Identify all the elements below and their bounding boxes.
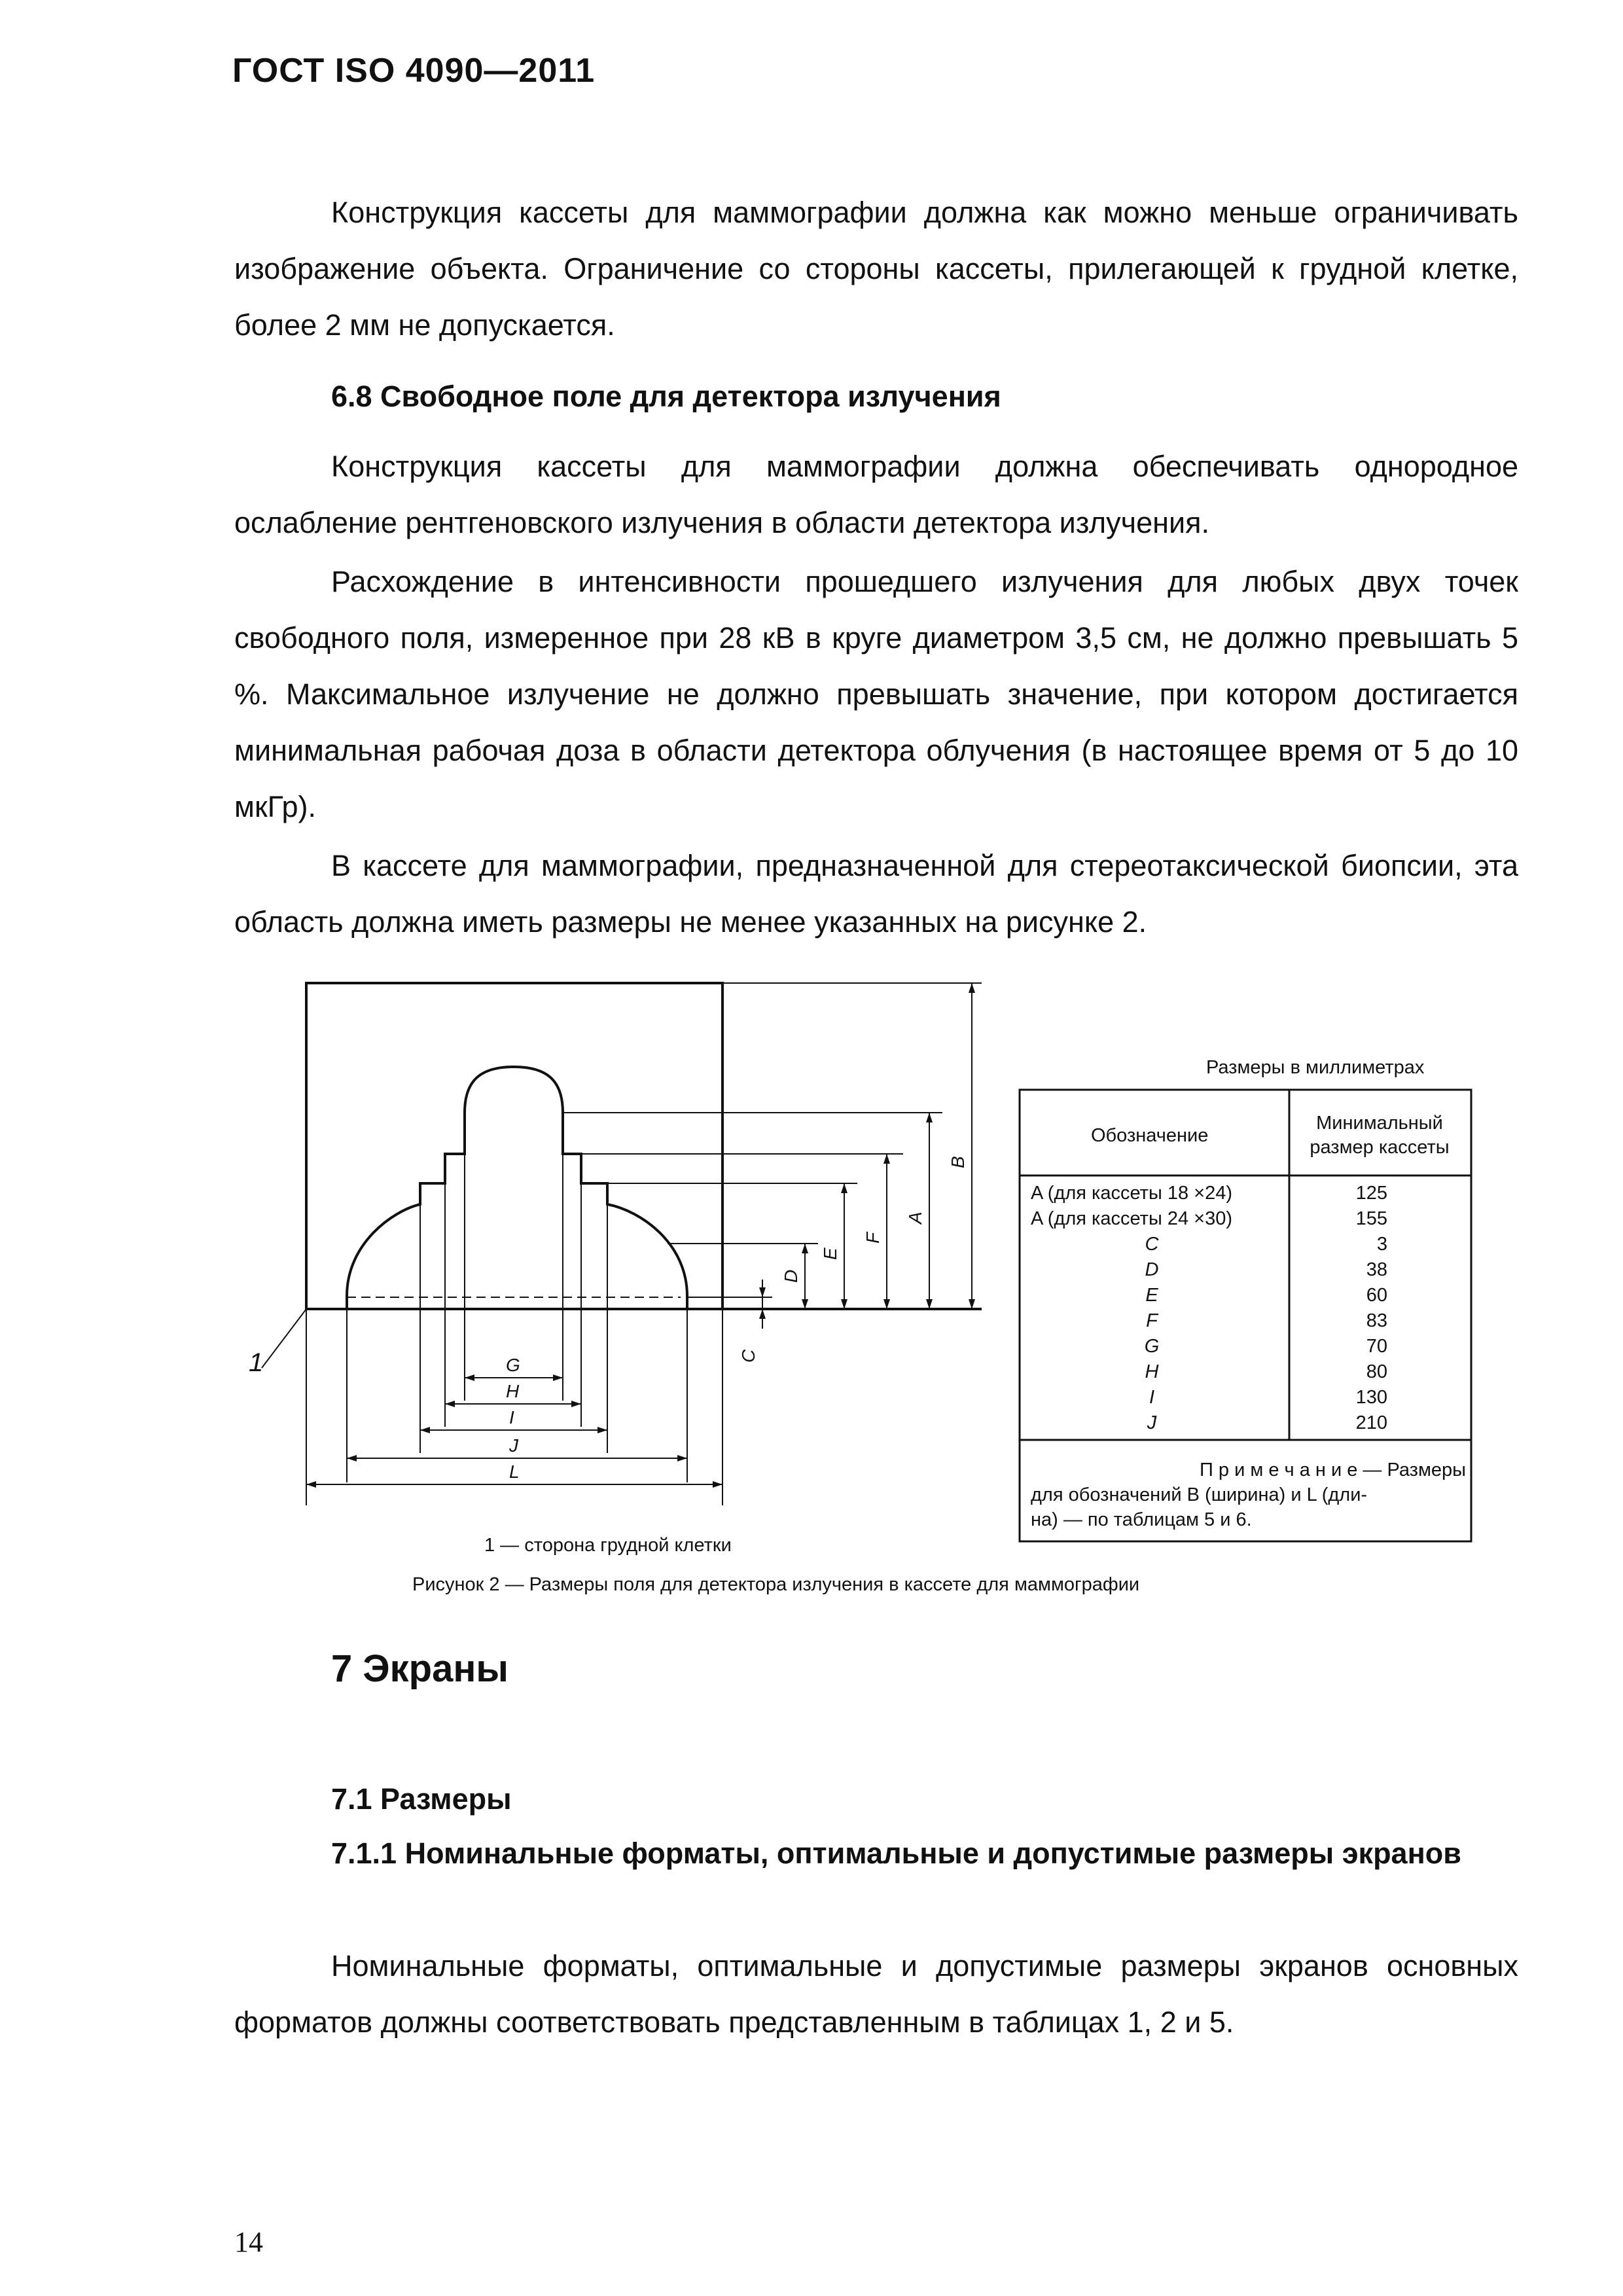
paragraph-2: Конструкция кассеты для маммографии должна обеспечивать однородное ослабление рентгеновского излучения в области детектора излучения. — [234, 450, 1518, 539]
label-c: C — [738, 1349, 758, 1363]
label-e: E — [820, 1247, 840, 1260]
paragraph-1: Конструкция кассеты для маммографии должна как можно меньше ограничивать изображение объекта. Ограничение со стороны кассеты, прилегающей к грудной клетке, более 2 мм не допускается. — [234, 196, 1518, 342]
label-j: J — [509, 1435, 518, 1456]
units-caption: Размеры в миллиметрах — [1206, 1057, 1425, 1078]
label-g: G — [506, 1355, 520, 1375]
table-header-min-size-2: размер кассеты — [1310, 1137, 1450, 1158]
page-number: 14 — [234, 2226, 263, 2258]
table-row-designation: H — [1145, 1361, 1159, 1382]
figure-drawing — [262, 983, 982, 1505]
table-row-designation: A (для кассеты 24 ×30) — [1031, 1208, 1233, 1229]
cassette-outline — [306, 983, 722, 1309]
table-row-value: 70 — [1366, 1336, 1387, 1357]
table-row-designation: G — [1144, 1336, 1160, 1357]
table-row-value: 38 — [1366, 1259, 1387, 1280]
table-row-value: 125 — [1355, 1183, 1387, 1204]
figure-legend: 1 — сторона грудной клетки — [484, 1535, 732, 1556]
table-row-designation: D — [1145, 1259, 1159, 1280]
table-row-designation: C — [1145, 1234, 1159, 1255]
table-row-value: 60 — [1366, 1285, 1387, 1306]
section-7-1-1-title: 7.1.1 Номинальные форматы, оптимальные и допустимые размеры экранов — [331, 1837, 1461, 1870]
table-row-value: 130 — [1355, 1387, 1387, 1408]
label-a: A — [905, 1211, 925, 1224]
table-row-value: 80 — [1366, 1361, 1387, 1382]
paragraph-4: В кассете для маммографии, предназначенной для стереотаксической биопсии, эта область должна иметь размеры не менее указанных на рисунке 2. — [234, 849, 1518, 939]
label-i: I — [509, 1407, 514, 1427]
table-row-value: 3 — [1376, 1234, 1387, 1255]
table-row-value: 83 — [1366, 1310, 1387, 1331]
label-h: H — [506, 1381, 520, 1401]
table-header-min-size-1: Минимальный — [1316, 1113, 1443, 1134]
table-note-line-2: для обозначений B (ширина) и L (дли- — [1031, 1484, 1368, 1505]
table-row-designation: F — [1146, 1310, 1158, 1331]
table-row-value: 155 — [1355, 1208, 1387, 1229]
table-rows — [1031, 1183, 1387, 1433]
table-row-designation: I — [1149, 1387, 1155, 1408]
section-7-1-title: 7.1 Размеры — [331, 1782, 512, 1816]
table-row-value: 210 — [1355, 1412, 1387, 1433]
detector-field-outline — [347, 1067, 687, 1309]
label-b: B — [948, 1156, 968, 1168]
table-header-designation: Обозначение — [1091, 1125, 1209, 1146]
document-header: ГОСТ ISO 4090—2011 — [232, 52, 596, 90]
label-l: L — [509, 1462, 520, 1482]
paragraph-3: Расхождение в интенсивности прошедшего излучения для любых двух точек свободного поля, измеренное при 28 кВ в круге диаметром 3,5 см, не должно превышать 5 %. Максимальное излучение не должно превышать значение, при котором достигается минимальная рабочая доза в области детектора облучения (в настоящее время от 5 до 10 мкГр). — [234, 565, 1518, 823]
leader-1 — [262, 1309, 306, 1368]
section-6-8-title: 6.8 Свободное поле для детектора излучения — [331, 380, 1001, 413]
section-7-title: 7 Экраны — [331, 1647, 508, 1690]
figure-caption: Рисунок 2 — Размеры поля для детектора излучения в кассете для маммографии — [412, 1574, 1140, 1595]
label-1: 1 — [249, 1348, 264, 1377]
table-note-line-1: П р и м е ч а н и е — Размеры — [1200, 1460, 1466, 1480]
paragraph-5: Номинальные форматы, оптимальные и допустимые размеры экранов основных форматов должны соответствовать представленным в таблицах 1, 2 и 5. — [234, 1949, 1518, 2039]
label-f: F — [863, 1232, 883, 1244]
label-d: D — [781, 1269, 801, 1283]
table-note-line-3: на) — по таблицам 5 и 6. — [1031, 1509, 1252, 1530]
table-row-designation: E — [1145, 1285, 1158, 1306]
table-row-designation: A (для кассеты 18 ×24) — [1031, 1183, 1233, 1204]
figure-2 — [249, 982, 1479, 1610]
table-row-designation: J — [1147, 1412, 1157, 1433]
